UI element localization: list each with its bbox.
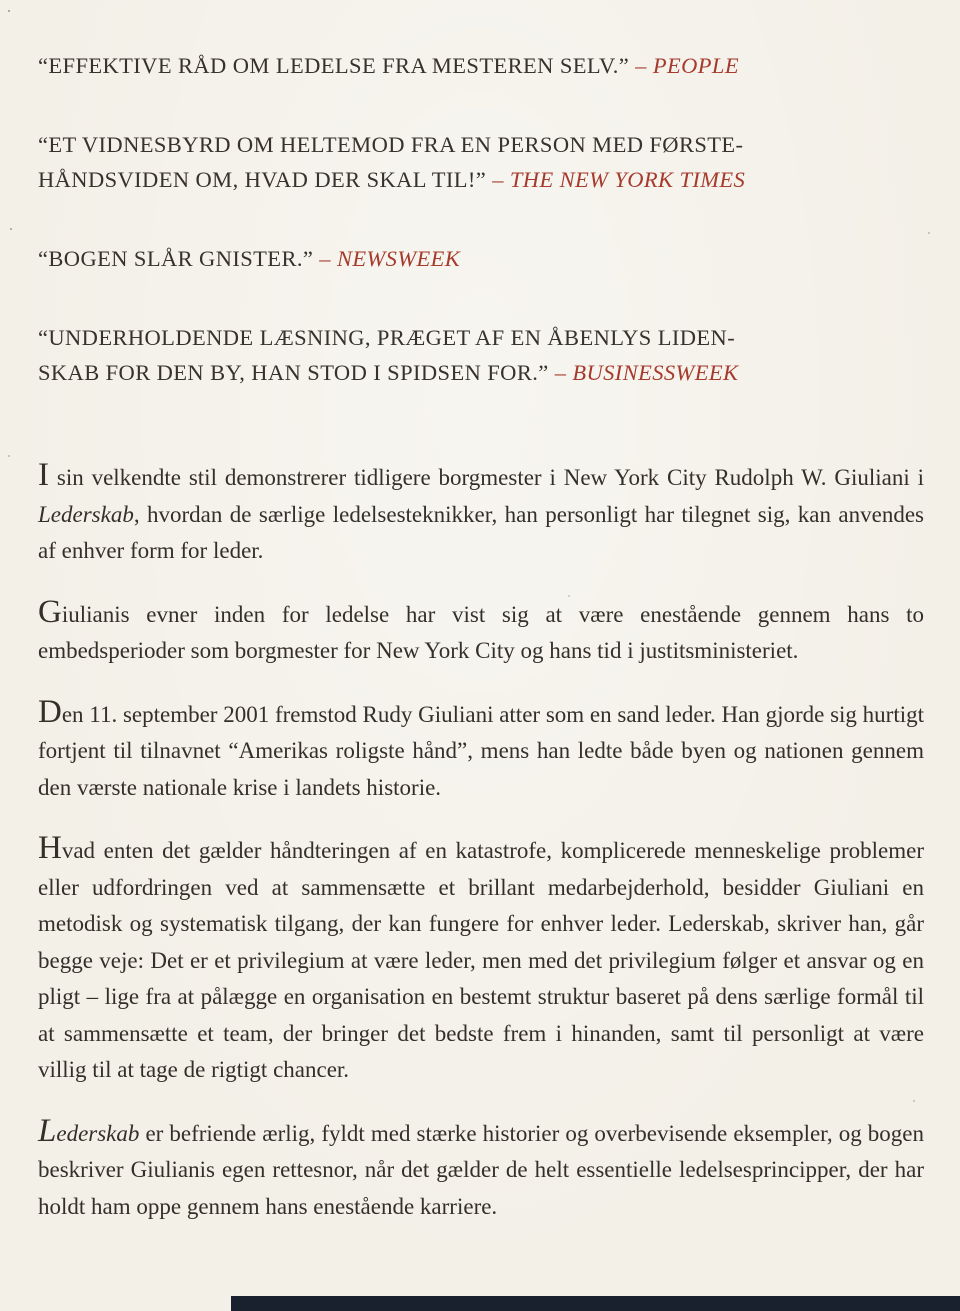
- paragraph-initial: L: [38, 1112, 57, 1149]
- paragraph-4: [38, 830, 924, 1089]
- paragraph-3: [38, 693, 924, 807]
- review-quote-newsweek: [38, 241, 924, 276]
- paragraph-text: iulianis evner inden for ledelse har vist sig at være enestående gennem hans to embedsperioder som borgmester for New York City og hans tid i justitsministeriet.: [38, 601, 924, 663]
- quote-source: – PEOPLE: [635, 53, 739, 78]
- paragraph-1: [38, 457, 924, 570]
- paragraph-2: [38, 593, 924, 670]
- paragraph-text: en 11. september 2001 fremstod Rudy Giuliani atter som en sand leder. Han gjorde sig hurtigt fortjent til tilnavnet “Amerikas roligste hånd”, mens han ledte både byen og nationen gennem den værste nationale krise i landets historie.: [38, 701, 924, 800]
- quote-text-line1: “ET VIDNESBYRD OM HELTEMOD FRA EN PERSON MED FØRSTE-: [38, 132, 744, 157]
- book-title-italic: Lederskab: [38, 501, 134, 527]
- review-quote-nytimes: [38, 127, 924, 197]
- quote-source: – THE NEW YORK TIMES: [492, 167, 746, 192]
- quote-text: “EFFEKTIVE RÅD OM LEDELSE FRA MESTEREN SELV.”: [38, 53, 636, 78]
- quote-text-line1: “UNDERHOLDENDE LÆSNING, PRÆGET AF EN ÅBENLYS LIDEN-: [38, 325, 736, 350]
- paragraph-initial: G: [38, 593, 62, 630]
- review-quote-people: [38, 48, 924, 83]
- synopsis: [38, 457, 924, 1225]
- paragraph-5: [38, 1112, 924, 1226]
- paragraph-initial: H: [38, 830, 62, 866]
- paragraph-text: vad enten det gælder håndteringen af en katastrofe, komplicerede menneskelige problemer eller udfordringen ved at sammensætte et brillant medarbejderhold, besidder Giuliani en metodisk og systematisk tilgang, der kan fungere for enhver leder. Lederskab, skriver han, går begge veje: Det er et privilegium at være leder, men med det privilegium følger et ansvar og en pligt – lige fra at pålægge en organisation en bestemt struktur baseret på dens særlige formål til at sammensætte et team, der bringer det bedste frem i hinanden, samt til personligt at være villig til at tage de rigtigt chancer.: [38, 838, 924, 1082]
- review-quote-businessweek: [38, 320, 924, 390]
- paragraph-text: sin velkendte stil demonstrerer tidligere borgmester i New York City Rudolph W. Giuliani i: [49, 465, 924, 490]
- book-title-italic: ederskab: [56, 1120, 140, 1146]
- quote-source: – NEWSWEEK: [319, 246, 461, 271]
- quote-source: – BUSINESSWEEK: [554, 360, 739, 385]
- paper-speckles: [8, 10, 10, 12]
- bottom-edge-bar: [231, 1296, 960, 1311]
- paragraph-initial: I: [38, 457, 49, 493]
- paragraph-text: er befriende ærlig, fyldt med stærke historier og overbevisende eksempler, og bogen beskriver Giulianis egen rettesnor, når det gælder de helt essentielle ledelsesprincipper, der har holdt ham oppe gennem hans enestående karriere.: [38, 1120, 924, 1219]
- quote-text-line2: HÅNDSVIDEN OM, HVAD DER SKAL TIL!”: [38, 167, 493, 192]
- paragraph-initial: D: [38, 693, 62, 730]
- quote-text-line2: SKAB FOR DEN BY, HAN STOD I SPIDSEN FOR.”: [38, 360, 555, 385]
- quote-text: “BOGEN SLÅR GNISTER.”: [38, 246, 320, 271]
- paragraph-text: , hvordan de særlige ledelsesteknikker, han personligt har tilegnet sig, kan anvendes af enhver form for leder.: [38, 501, 924, 563]
